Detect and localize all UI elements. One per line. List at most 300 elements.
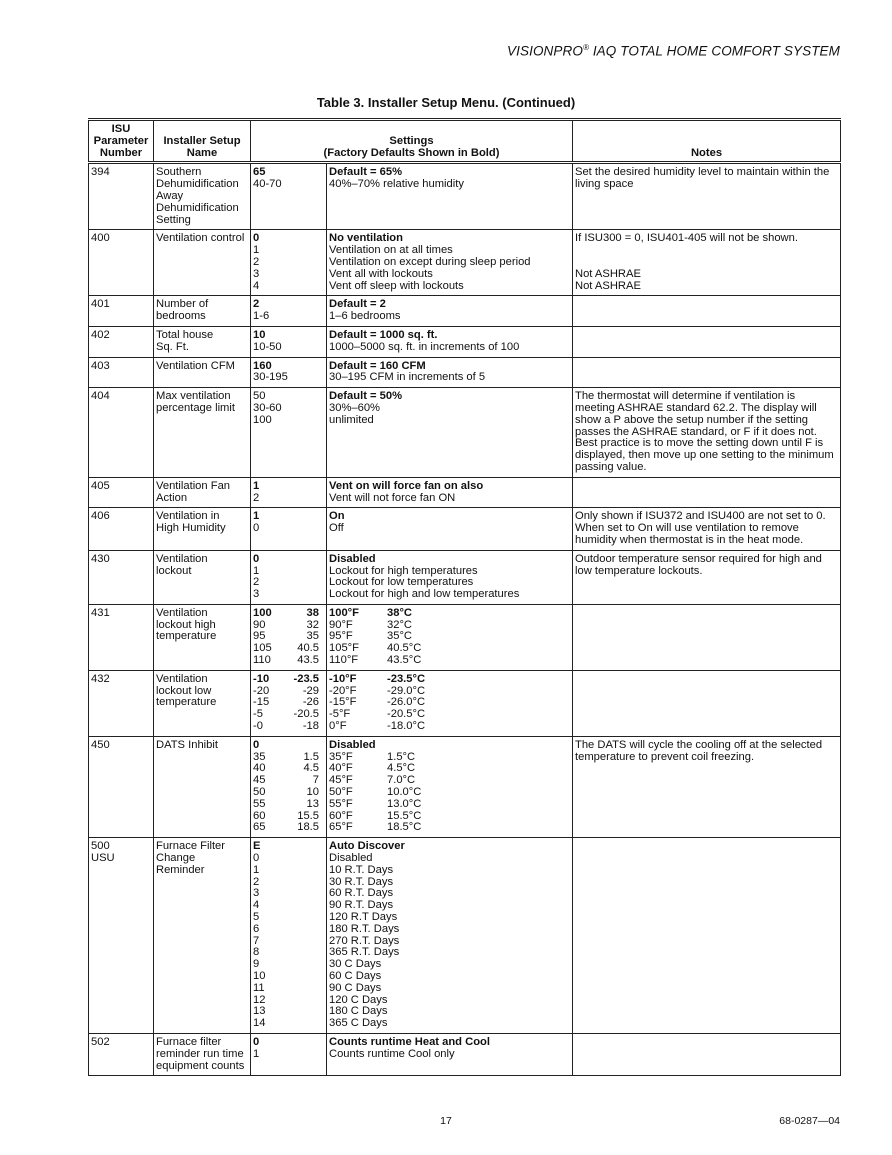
setting-value: 7 (253, 934, 260, 947)
fahrenheit-value: 110 (253, 654, 271, 667)
setting-value: 2 (253, 255, 260, 268)
header-settings (251, 120, 573, 163)
setting-value: 160 (253, 359, 272, 372)
setup-name-line: Setting (156, 213, 191, 226)
setup-name-line: Furnace filter (156, 1035, 222, 1048)
setup-name-line: DATS Inhibit (156, 738, 218, 751)
header-isu-number (89, 120, 154, 163)
setting-value: 1 (253, 863, 260, 876)
setting-description: 10 R.T. Days (329, 863, 394, 876)
setting-value: 100 (253, 413, 272, 426)
notes-cell (573, 1033, 841, 1075)
setting-value: E (253, 840, 261, 853)
setup-name-line: Reminder (156, 863, 205, 876)
isu-number: 400 (91, 232, 110, 245)
celsius-label: 10.0°C (387, 786, 422, 799)
notes-line: Best practice is to move the setting down until F is (575, 437, 824, 450)
setting-value-pair (253, 674, 324, 686)
isu-number-cell (89, 357, 154, 388)
setting-description-cell (327, 326, 573, 357)
setting-description: Default = 65% (329, 166, 403, 179)
header-text: Settings (389, 134, 434, 147)
setting-value: 3 (253, 588, 260, 601)
setting-value: 1 (253, 564, 260, 577)
notes-cell (573, 477, 841, 508)
celsius-label: 7.0°C (387, 774, 416, 787)
setup-name-line: Dehumidification (156, 201, 239, 214)
setup-name-line: Number of (156, 298, 209, 311)
setting-description: 90 C Days (329, 981, 382, 994)
setup-name-cell (154, 230, 251, 296)
setting-description-cell (327, 604, 573, 670)
setting-description-pair (329, 787, 570, 799)
isu-number-cell (89, 326, 154, 357)
celsius-label: 38°C (387, 606, 412, 619)
fahrenheit-label: 45°F (329, 774, 353, 787)
setting-values-cell (251, 550, 327, 604)
isu-number-cell (89, 1033, 154, 1075)
table-row (89, 230, 841, 296)
setting-description: Default = 1000 sq. ft. (329, 328, 438, 341)
isu-number: 500 (91, 840, 110, 853)
notes-line: passes the ASHRAE standard, or F if it does not. (575, 425, 817, 438)
table-row (89, 736, 841, 837)
table-row (89, 670, 841, 736)
notes-line: passing value. (575, 460, 647, 473)
setup-name-line: lockout (156, 564, 192, 577)
notes-line: Only shown if ISU372 and ISU400 are not set to 0. (575, 510, 826, 523)
document-header-title (507, 43, 840, 59)
fahrenheit-label: 95°F (329, 630, 353, 643)
setup-name-line: Furnace Filter (156, 840, 226, 853)
setting-values-cell (251, 508, 327, 550)
setting-value: 13 (253, 1005, 266, 1018)
setting-value: 1 (253, 510, 260, 523)
header-notes (573, 120, 841, 163)
celsius-label: 1.5°C (387, 750, 416, 763)
setup-name-line: Ventilation (156, 606, 208, 619)
notes-line: temperature to prevent coil freezing. (575, 750, 755, 763)
setting-description: Off (329, 522, 344, 535)
fahrenheit-value: -15 (253, 696, 270, 709)
setting-value: 0 (253, 522, 260, 535)
setting-value: 5 (253, 911, 260, 924)
setting-description-pair (329, 799, 570, 811)
fahrenheit-value: 90 (253, 618, 266, 631)
setting-value: 40-70 (253, 178, 282, 191)
setup-name-line: Max ventilation (156, 390, 231, 403)
setting-value: 1 (253, 244, 260, 257)
setting-value: 30-60 (253, 401, 282, 414)
notes-line: show a P above the setup number if the setting (575, 413, 809, 426)
setting-description: Counts runtime Heat and Cool (329, 1035, 490, 1048)
setting-values-cell (251, 357, 327, 388)
table-row (89, 163, 841, 230)
celsius-label: 40.5°C (387, 642, 422, 655)
fahrenheit-value: 0 (253, 738, 260, 751)
setting-values-cell (251, 736, 327, 837)
fahrenheit-label: 100°F (329, 606, 359, 619)
fahrenheit-value: 50 (253, 786, 266, 799)
setting-description: Disabled (329, 552, 376, 565)
notes-line: Set the desired humidity level to maintain within the (575, 166, 830, 179)
setting-values-cell (251, 604, 327, 670)
celsius-label: 43.5°C (387, 654, 422, 667)
setting-description: Counts runtime Cool only (329, 1047, 455, 1060)
fahrenheit-label: 105°F (329, 642, 359, 655)
notes-line: displayed, then move up one setting to the minimum (575, 449, 834, 462)
setting-values-cell (251, 296, 327, 327)
setup-name-line: reminder run time (156, 1047, 244, 1060)
setting-description: Disabled (329, 738, 376, 751)
isu-number-cell (89, 230, 154, 296)
header-text: Parameter (93, 134, 149, 147)
setting-description: 30 R.T. Days (329, 875, 394, 888)
celsius-value: -20.5 (293, 708, 319, 721)
setting-value: 9 (253, 958, 260, 971)
setting-value: 2 (253, 491, 260, 504)
setting-description-pair (329, 620, 570, 632)
setting-description: 180 R.T. Days (329, 922, 400, 935)
setting-description: Vent will not force fan ON (329, 491, 456, 504)
setting-value: 65 (253, 166, 266, 179)
setting-value: 0 (253, 852, 260, 865)
fahrenheit-value: 105 (253, 642, 272, 655)
setting-description-cell (327, 163, 573, 230)
setting-description: Disabled (329, 852, 373, 865)
setting-description-pair (329, 686, 570, 698)
setup-name-cell (154, 1033, 251, 1075)
fahrenheit-label: 35°F (329, 750, 353, 763)
setting-value: 50 (253, 390, 266, 403)
fahrenheit-value: -5 (253, 708, 263, 721)
setting-value: 4 (253, 279, 260, 292)
setup-name-line: Ventilation (156, 552, 208, 565)
fahrenheit-label: -10°F (329, 672, 357, 685)
isu-number: 403 (91, 359, 110, 372)
setup-name-line: Ventilation CFM (156, 359, 235, 372)
setting-description: Default = 2 (329, 298, 386, 311)
table-row (89, 296, 841, 327)
celsius-value: 43.5 (297, 654, 319, 667)
celsius-label: -26.0°C (387, 696, 426, 709)
setting-value-pair (253, 740, 324, 752)
isu-number: 406 (91, 510, 110, 523)
setting-value: 10 (253, 328, 266, 341)
setting-description-cell (327, 736, 573, 837)
setting-value-pair (253, 608, 324, 620)
table-caption: Table 3. Installer Setup Menu. (Continued) (316, 95, 576, 110)
isu-number-cell (89, 296, 154, 327)
notes-cell (573, 296, 841, 327)
setup-name-line: equipment counts (156, 1059, 245, 1072)
isu-number: 450 (91, 738, 110, 751)
celsius-label: -29.0°C (387, 684, 426, 697)
setting-description-cell (327, 477, 573, 508)
setup-name-cell (154, 477, 251, 508)
setup-name-line: Ventilation control (156, 232, 245, 245)
setup-name-cell (154, 550, 251, 604)
installer-setup-table (88, 118, 841, 1076)
setting-description-cell (327, 1033, 573, 1075)
notes-cell (573, 357, 841, 388)
notes-line: low temperature lockouts. (575, 564, 703, 577)
header-text: Installer Setup (163, 134, 241, 147)
setting-value: 2 (253, 875, 260, 888)
setting-description-pair (329, 608, 570, 620)
setup-name-line: bedrooms (156, 310, 206, 323)
setting-description: Vent on will force fan on also (329, 479, 484, 492)
setup-name-line: Southern (156, 166, 202, 179)
notes-cell (573, 508, 841, 550)
setup-name-cell (154, 326, 251, 357)
fahrenheit-value: -10 (253, 672, 270, 685)
notes-spacer (575, 245, 838, 257)
celsius-value (291, 740, 319, 752)
setup-name-line: Ventilation in (156, 510, 220, 523)
fahrenheit-label: 90°F (329, 618, 353, 631)
document-number: 68-0287—04 (779, 1115, 840, 1127)
celsius-label: 13.0°C (387, 797, 422, 810)
setting-value: 0 (253, 1035, 260, 1048)
celsius-label: 18.5°C (387, 821, 422, 834)
setup-name-line: Total house (156, 328, 214, 341)
setting-description: 365 R.T. Days (329, 946, 400, 959)
setting-value: 12 (253, 993, 266, 1006)
setting-value: 10-50 (253, 340, 282, 353)
header-text: Name (186, 146, 218, 159)
setting-value: 8 (253, 946, 260, 959)
fahrenheit-value: 95 (253, 630, 266, 643)
header-brand: VISIONPRO (507, 43, 583, 59)
notes-line: The DATS will cycle the cooling off at the selected (575, 738, 823, 751)
isu-number: 432 (91, 672, 110, 685)
page-number: 17 (440, 1115, 452, 1127)
isu-number-cell (89, 508, 154, 550)
setting-description-pair (329, 655, 570, 667)
setting-description: Lockout for low temperatures (329, 576, 474, 589)
celsius-value: -26 (302, 696, 319, 709)
setup-name-line: lockout high (156, 618, 216, 631)
fahrenheit-label: -15°F (329, 696, 357, 709)
setup-name-line: Sq. Ft. (156, 340, 189, 353)
setting-description-cell (327, 508, 573, 550)
setting-description: 30%–60% (329, 401, 381, 414)
setting-value: 14 (253, 1017, 266, 1030)
setting-value-pair (253, 721, 324, 733)
fahrenheit-label: 55°F (329, 797, 353, 810)
setting-value: 1-6 (253, 310, 270, 323)
notes-line: meeting ASHRAE standard 62.2. The display will (575, 401, 817, 414)
setting-description: Ventilation on at all times (329, 244, 453, 257)
header-title-rest: IAQ TOTAL HOME COMFORT SYSTEM (588, 43, 840, 59)
celsius-value: 1.5 (303, 750, 319, 763)
setup-name-cell (154, 838, 251, 1034)
celsius-label: 32°C (387, 618, 412, 631)
setting-value: 6 (253, 922, 260, 935)
isu-number: 394 (91, 166, 110, 179)
setting-value: 30-195 (253, 371, 288, 384)
fahrenheit-label: 110°F (329, 654, 359, 667)
notes-line: The thermostat will determine if ventilation is (575, 390, 796, 403)
table-row (89, 508, 841, 550)
table-row (89, 550, 841, 604)
fahrenheit-label: 40°F (329, 762, 353, 775)
celsius-value: 7 (312, 774, 319, 787)
setting-description-cell (327, 670, 573, 736)
setup-name-line: lockout low (156, 684, 212, 697)
isu-number-cell (89, 736, 154, 837)
header-text: Notes (690, 146, 723, 159)
isu-number: 431 (91, 606, 110, 619)
fahrenheit-value: 55 (253, 797, 266, 810)
fahrenheit-value: 65 (253, 821, 266, 834)
setup-name-line: Ventilation Fan (156, 479, 231, 492)
fahrenheit-value: -0 (253, 720, 263, 733)
fahrenheit-label: 65°F (329, 821, 353, 834)
setting-description: Default = 160 CFM (329, 359, 426, 372)
setup-name-line: temperature (156, 696, 217, 709)
notes-cell (573, 326, 841, 357)
isu-number: 404 (91, 390, 110, 403)
celsius-label: 4.5°C (387, 762, 416, 775)
setting-values-cell (251, 838, 327, 1034)
setting-description: 120 C Days (329, 993, 388, 1006)
header-row (89, 120, 841, 163)
celsius-value: -18 (302, 720, 319, 733)
notes-cell (573, 838, 841, 1034)
setting-description-pair (329, 752, 570, 764)
isu-number-cell (89, 163, 154, 230)
setting-value: 11 (253, 981, 265, 994)
celsius-value: 18.5 (297, 821, 319, 834)
setting-description-pair (329, 709, 570, 721)
setting-description-cell (327, 550, 573, 604)
header-text: (Factory Defaults Shown in Bold) (323, 146, 500, 159)
setting-value-pair (253, 822, 324, 834)
setting-description: Ventilation on except during sleep period (329, 255, 531, 268)
notes-cell (573, 550, 841, 604)
setting-description: Lockout for high temperatures (329, 564, 478, 577)
isu-number: USU (91, 852, 115, 865)
table-row (89, 1033, 841, 1075)
setting-value: 1 (253, 479, 260, 492)
celsius-value: 35 (306, 630, 319, 643)
fahrenheit-label: 60°F (329, 809, 353, 822)
notes-line: humidity when thermostat is in the heat mode. (575, 533, 804, 546)
fahrenheit-value: 35 (253, 750, 266, 763)
isu-number-cell (89, 388, 154, 478)
setting-value: 0 (253, 552, 260, 565)
fahrenheit-label: -20°F (329, 684, 357, 697)
setting-value-pair (253, 799, 324, 811)
table-row (89, 477, 841, 508)
notes-cell (573, 230, 841, 296)
celsius-value: 32 (306, 618, 319, 631)
isu-number: 401 (91, 298, 110, 311)
setting-description: 30 C Days (329, 958, 382, 971)
setup-name-cell (154, 163, 251, 230)
setting-description-pair (329, 643, 570, 655)
isu-number: 405 (91, 479, 110, 492)
setting-values-cell (251, 163, 327, 230)
celsius-label: 15.5°C (387, 809, 422, 822)
isu-number: 502 (91, 1035, 110, 1048)
celsius-value: 38 (306, 606, 319, 619)
celsius-label: 35°C (387, 630, 412, 643)
isu-number-cell (89, 477, 154, 508)
setting-description-pair (329, 697, 570, 709)
setting-description: 120 R.T Days (329, 911, 398, 924)
notes-cell (573, 736, 841, 837)
setting-description-cell (327, 388, 573, 478)
setting-description-cell (327, 230, 573, 296)
setting-description: No ventilation (329, 232, 403, 245)
isu-number: 430 (91, 552, 110, 565)
table-header (89, 120, 841, 163)
setup-name-line: Dehumidification (156, 178, 239, 191)
setup-name-line: High Humidity (156, 522, 226, 535)
notes-cell (573, 163, 841, 230)
fahrenheit-label: 50°F (329, 786, 353, 799)
setting-description: Default = 50% (329, 390, 403, 403)
setting-description: 270 R.T. Days (329, 934, 400, 947)
setup-name-cell (154, 670, 251, 736)
setup-name-line: Away (156, 189, 184, 202)
setting-description: 90 R.T. Days (329, 899, 394, 912)
setting-value: 4 (253, 899, 260, 912)
setting-description: 1000–5000 sq. ft. in increments of 100 (329, 340, 520, 353)
fahrenheit-value: 100 (253, 606, 272, 619)
isu-number-cell (89, 604, 154, 670)
notes-line: living space (575, 178, 634, 191)
notes-cell (573, 388, 841, 478)
setting-values-cell (251, 670, 327, 736)
table-body (89, 163, 841, 1076)
setting-values-cell (251, 388, 327, 478)
celsius-value: 10 (306, 786, 319, 799)
setting-description-pair (329, 674, 570, 686)
notes-cell (573, 604, 841, 670)
setting-value-pair (253, 655, 324, 667)
setting-description: Lockout for high and low temperatures (329, 588, 520, 601)
table-row (89, 838, 841, 1034)
setting-value: 0 (253, 232, 260, 245)
setting-description: 60 R.T. Days (329, 887, 394, 900)
setting-description-cell (327, 838, 573, 1034)
header-text: ISU (111, 123, 131, 135)
setting-description-pair (329, 631, 570, 643)
setup-name-cell (154, 357, 251, 388)
fahrenheit-value: -20 (253, 684, 270, 697)
notes-cell (573, 670, 841, 736)
setup-name-cell (154, 736, 251, 837)
celsius-label: -23.5°C (387, 672, 426, 685)
table-row (89, 388, 841, 478)
setting-description: On (329, 510, 345, 523)
setting-description-pair (329, 721, 570, 733)
celsius-value: 40.5 (297, 642, 319, 655)
fahrenheit-value: 40 (253, 762, 266, 775)
notes-line: When set to On will use ventilation to remove (575, 522, 799, 535)
setting-value: 3 (253, 887, 260, 900)
notes-line: Not ASHRAE (575, 279, 641, 292)
setting-description-pair (329, 822, 570, 834)
setting-value: 2 (253, 298, 260, 311)
setting-description: 180 C Days (329, 1005, 388, 1018)
celsius-value: -29 (302, 684, 319, 697)
setting-values-cell (251, 326, 327, 357)
